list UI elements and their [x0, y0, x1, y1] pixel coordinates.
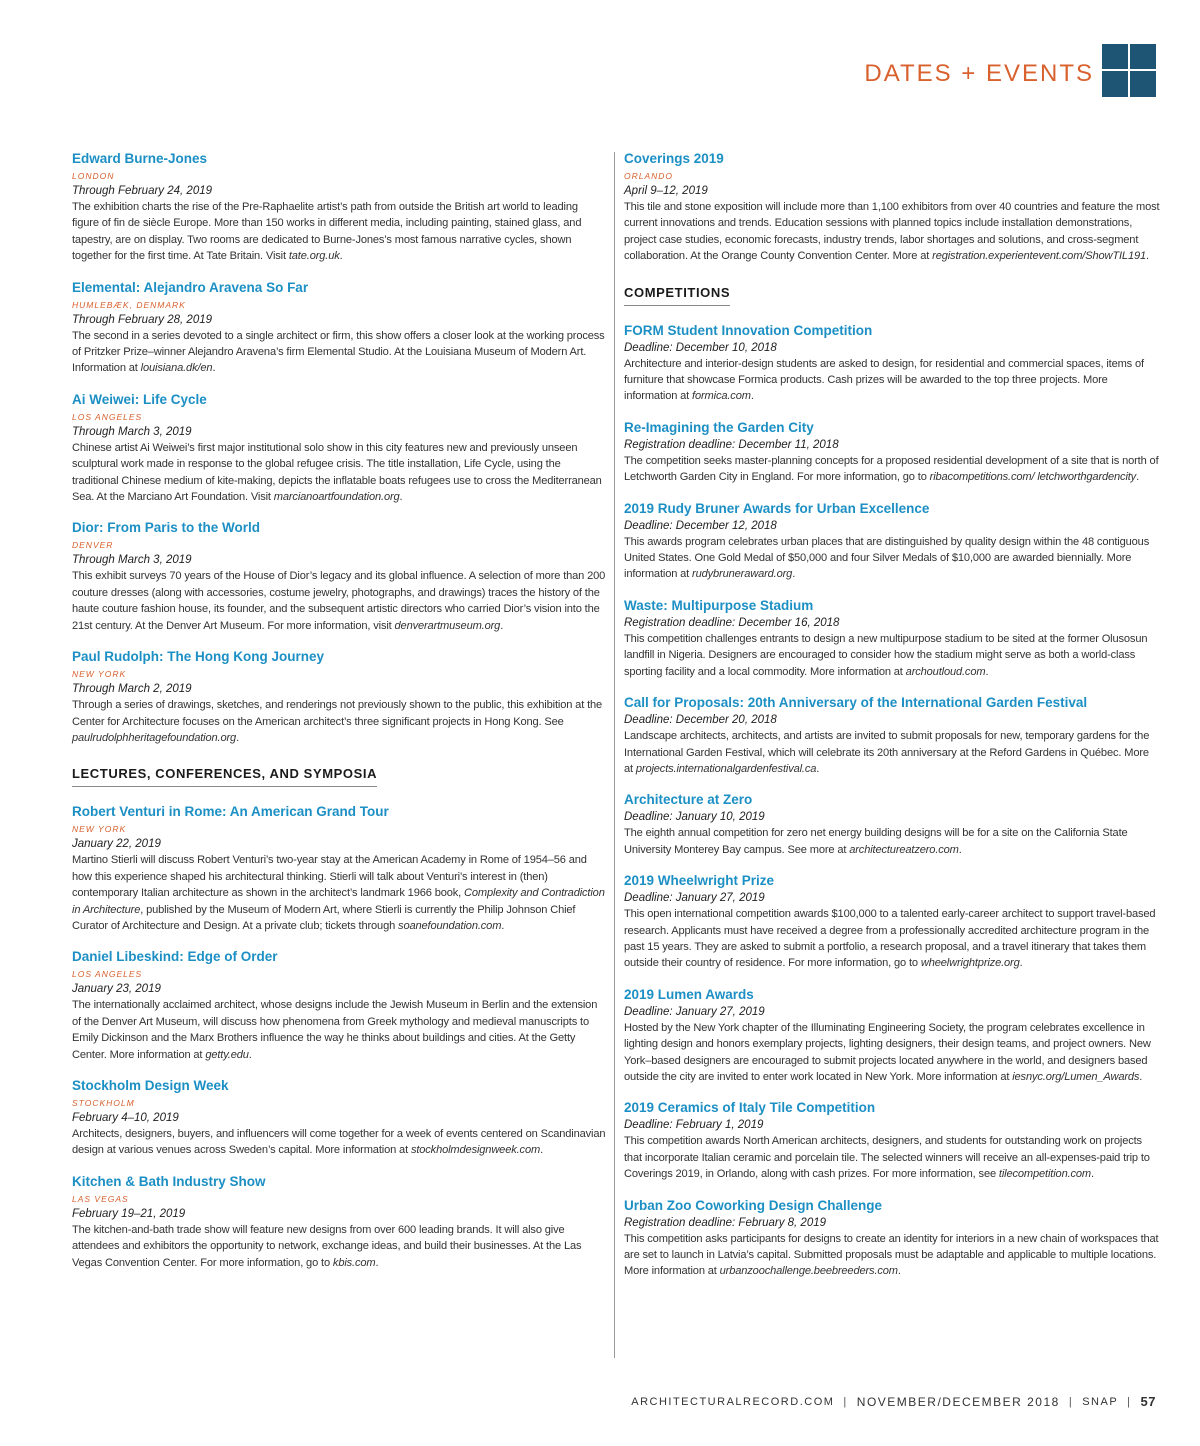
event-location: LAS VEGAS [72, 1193, 129, 1204]
description-text: Landscape architects, architects, and artists are invited to submit proposals for new, temporary gardens for the International Garden Festival, which will celebrate its 20th anniversary at the Reford Gardens in Québec. More at [624, 730, 1150, 775]
competition-deadline: Deadline: December 10, 2018 [624, 341, 777, 354]
event-entry [72, 1173, 607, 1271]
description-text: This awards program celebrates urban places that are distinguished by quality design within the 48 contiguous United States. One Gold Medal of $50,000 and four Silver Medals of $10,000 are awarded biennially. More information at [624, 535, 1150, 581]
description-end: . [501, 919, 505, 932]
competition-deadline: Deadline: February 1, 2019 [624, 1119, 764, 1132]
page-number: 57 [1140, 1394, 1156, 1409]
competition-title: Urban Zoo Coworking Design Challenge [624, 1197, 883, 1213]
competition-description [624, 825, 1160, 858]
competition-entry [624, 597, 1160, 680]
competition-description [624, 1231, 1160, 1280]
footer-separator: | [1068, 1395, 1074, 1408]
event-link[interactable]: getty.edu [205, 1048, 249, 1061]
description-text: Hosted by the New York chapter of the Illuminating Engineering Society, the program celebrates excellence in lighting design and honors exemplary projects, lighting designers, their design teams, and project owners. New York–based designers are encouraged to submit projects located anywhere in the world, and designers based outside the city are invited to enter work located in New York. More information at [624, 1021, 1151, 1083]
description-end: . [792, 568, 796, 581]
description-text: This competition awards North American architects, designers, and students for outstanding work on projects that incorporate Italian ceramic and porcelain tile. The selected winners will receive an all-expenses-paid trip to Coverings 2019, in Orlando, along with cash prizes. For more information, see [624, 1135, 1150, 1181]
competition-link[interactable]: tilecompetition.com [998, 1168, 1092, 1181]
event-date: Through February 24, 2019 [72, 185, 213, 197]
description-end: . [1019, 957, 1023, 970]
description-end: . [816, 762, 820, 775]
event-title: Dior: From Paris to the World [72, 520, 261, 536]
description-text: The kitchen-and-bath trade show will feature new designs from over 600 leading brands. It will also give attendees and exhibitors the opportunity to network, exchange ideas, and build their businesses. At the Las Vegas Convention Center. For more information, go to [72, 1223, 582, 1269]
description-end: . [750, 390, 754, 403]
competition-title: 2019 Ceramics of Italy Tile Competition [624, 1100, 876, 1116]
event-location: LOS ANGELES [72, 969, 143, 980]
competition-title: 2019 Lumen Awards [624, 986, 754, 1002]
event-description [72, 199, 607, 265]
event-link[interactable]: denverartmuseum.org [394, 619, 501, 632]
competition-title: Waste: Multipurpose Stadium [624, 597, 814, 613]
competition-link[interactable]: wheelwrightprize.org [920, 957, 1020, 970]
footer-site: ARCHITECTURALRECORD.COM [631, 1395, 835, 1408]
event-location: NEW YORK [72, 824, 127, 835]
description-end: . [1146, 250, 1149, 263]
event-entry [72, 948, 607, 1063]
event-title: Robert Venturi in Rome: An American Grand Tour [72, 804, 389, 820]
competition-description [624, 728, 1160, 777]
right-column [624, 150, 1160, 1294]
description-end: . [1091, 1168, 1094, 1181]
event-description [72, 1126, 607, 1159]
event-entry [72, 648, 607, 746]
competition-link[interactable]: iesnyc.org/Lumen_Awards [1012, 1070, 1140, 1083]
competitions-section-heading: COMPETITIONS [624, 285, 730, 306]
event-link[interactable]: paulrudolphheritagefoundation.org [72, 731, 237, 744]
competition-description [624, 631, 1160, 680]
event-date: January 22, 2019 [72, 838, 161, 851]
event-link[interactable]: soanefoundation.com [398, 919, 502, 932]
event-title: Daniel Libeskind: Edge of Order [72, 949, 278, 965]
event-entry [72, 1077, 607, 1159]
event-description [72, 697, 607, 746]
competition-title: 2019 Rudy Bruner Awards for Urban Excellence [624, 500, 930, 516]
description-text: This competition asks participants for designs to create an identity for interiors in a new chain of workspaces that are set to launch in Latvia’s capital. Submitted proposals must be adaptable and applicable to multiple locations. More information at [624, 1232, 1159, 1278]
page-header [864, 44, 1156, 97]
competition-title: FORM Student Innovation Competition [624, 322, 873, 338]
book-title: Complexity and Contradiction in Architecture [72, 887, 605, 916]
event-description [72, 568, 607, 634]
competition-description [624, 906, 1160, 972]
event-description [72, 328, 607, 377]
competition-title: Call for Proposals: 20th Anniversary of the International Garden Festival [624, 695, 1088, 711]
competition-link[interactable]: archoutloud.com [905, 665, 986, 678]
competition-entry [624, 791, 1160, 858]
event-description [72, 997, 607, 1063]
event-location: ORLANDO [624, 171, 674, 181]
description-text: The eighth annual competition for zero net energy building designs will be for a site on the California State University Monterey Bay campus. See more at [624, 827, 1128, 856]
footer-separator: | [1127, 1395, 1132, 1408]
competition-link[interactable]: urbanzoochallenge.beebreeders.com [719, 1265, 898, 1278]
event-title: Coverings 2019 [624, 151, 724, 166]
description-end: . [212, 362, 216, 375]
competition-deadline: Deadline: January 27, 2019 [624, 1005, 765, 1018]
event-description [624, 199, 1160, 265]
competition-link[interactable]: rudybruneraward.org [692, 568, 793, 581]
description-text: The internationally acclaimed architect, whose designs include the Jewish Museum in Berlin and the extension of the Denver Art Museum, will discuss how phenomena from Greek mythology and medieval manuscripts to Emily Dickinson and the Marx Brothers influence the way he thinks about buildings and cities. At the Getty Center. More information at [72, 999, 598, 1061]
description-text: The second in a series devoted to a single architect or firm, this show offers a closer look at the working process of Pritzker Prize–winner Alejandro Aravena’s firm Elemental Studio. At the Louisiana Museum of Modern Art. Information at [72, 329, 605, 375]
event-location: LOS ANGELES [72, 411, 143, 422]
competition-description [624, 453, 1160, 486]
section-title: DATES + EVENTS [864, 59, 1094, 87]
event-link[interactable]: registration.experientevent.com/ShowTIL191 [932, 250, 1147, 263]
left-column [72, 150, 607, 1285]
description-end: . [500, 619, 504, 632]
event-date: January 23, 2019 [72, 983, 161, 996]
event-entry [72, 803, 607, 934]
description-end: . [897, 1265, 901, 1278]
description-end: . [339, 250, 343, 263]
event-link[interactable]: kbis.com [332, 1256, 376, 1269]
event-description [72, 440, 607, 506]
event-date: Through February 28, 2019 [72, 313, 213, 326]
competition-entry [624, 419, 1160, 486]
description-text: This exhibit surveys 70 years of the House of Dior’s legacy and its global influence. A selection of more than 200 couture dresses (along with accessories, costume jewelry, photographs, and drawings) traces the history of the haute couture fashion house, its founder, and the subsequent artistic directors who carried Dior’s vision into the 21st century. At the Denver Art Museum. For more information, visit [72, 570, 606, 632]
description-text: The exhibition charts the rise of the Pre-Raphaelite artist’s path from outside the British art world to leading figure of fin de siècle Europe. More than 150 works in different media, including painting, stained glass, and tapestry, are on display. Two rooms are dedicated to Burne-Jones’s most famous narrative cycles, shown together for the first time. At Tate Britain. Visit [72, 201, 582, 263]
event-location: DENVER [72, 540, 114, 551]
event-title: Ai Weiwei: Life Cycle [72, 391, 207, 407]
event-link[interactable]: tate.org.uk [288, 250, 340, 263]
event-location: LONDON [72, 171, 115, 181]
competition-entry [624, 872, 1160, 972]
event-title: Kitchen & Bath Industry Show [72, 1173, 266, 1189]
competition-entry [624, 500, 1160, 583]
competition-deadline: Deadline: January 27, 2019 [624, 892, 765, 905]
description-end: . [1139, 1070, 1143, 1083]
description-text: Martino Stierli will discuss Robert Venturi’s two-year stay at the American Academy in Rome of 1954–56 and how this experience shaped his architectural thinking. Stierli will talk about Venturi’s interest in (then) contemporary Italian architecture as shown in the architect’s landmark 1966 book, [72, 854, 587, 900]
competition-link[interactable]: architectureatzero.com [849, 843, 959, 856]
competition-deadline: Registration deadline: February 8, 2019 [624, 1216, 827, 1229]
event-location: NEW YORK [72, 669, 127, 680]
footer-issue: NOVEMBER/DECEMBER 2018 [856, 1394, 1060, 1409]
event-description [72, 852, 607, 934]
description-text: This open international competition awards $100,000 to a talented early-career architect to support travel-based research. Applicants must have received a degree from a professionally accredited architecture program in the past 15 years. They are asked to submit a portfolio, a research proposal, and a travel itinerary that takes them outside their country of residence. For more information, go to [624, 908, 1156, 970]
description-end: . [958, 843, 962, 856]
event-date: February 4–10, 2019 [72, 1111, 179, 1124]
description-end: . [236, 731, 239, 744]
event-date: April 9–12, 2019 [624, 185, 708, 197]
event-link[interactable]: louisiana.dk/en [140, 362, 213, 375]
description-text: , published by the Museum of Modern Art, where Stierli is currently the Philip Johnson Chief Curator of Architecture and Design. At a private club; tickets through [72, 903, 576, 932]
description-text: The competition seeks master-planning concepts for a proposed residential development of a site that is north of Letchworth Garden City in England. For more information, go to [624, 454, 1159, 484]
description-end: . [985, 665, 989, 678]
event-link[interactable]: marcianoartfoundation.org [273, 491, 400, 504]
competition-link[interactable]: ribacompetitions.com/ letchworthgardencity [929, 471, 1137, 484]
description-text: This competition challenges entrants to design a new multipurpose stadium to be sited at the former Olusosun landfill in Nigeria. Designers are encouraged to consider how the stadium might serve as both a world-class sporting facility and a local commodity. More information at [624, 632, 1148, 678]
competition-deadline: Deadline: January 10, 2019 [624, 811, 765, 824]
event-entry [72, 279, 607, 377]
event-location: STOCKHOLM [72, 1097, 135, 1108]
competition-deadline: Deadline: December 12, 2018 [624, 519, 777, 532]
description-text: This tile and stone exposition will include more than 1,100 exhibitors from over 40 countries and feature the most current innovations and trends. Education sessions with planned topics include installation demonstrations, project case studies, economic forecasts, industry trends, labor shortages and solutions, and cross-segment collaboration. At the Orange County Convention Center. More at [624, 201, 1160, 263]
competition-title: Re-Imagining the Garden City [624, 419, 814, 435]
event-entry [72, 150, 607, 265]
competition-title: Architecture at Zero [624, 792, 753, 808]
competition-entry [624, 986, 1160, 1086]
event-link[interactable]: stockholmdesignweek.com [410, 1144, 541, 1157]
event-title: Elemental: Alejandro Aravena So Far [72, 279, 309, 295]
competition-title: 2019 Wheelwright Prize [624, 873, 775, 889]
description-end: . [399, 491, 403, 504]
event-title: Stockholm Design Week [72, 1077, 229, 1093]
description-end: . [375, 1256, 379, 1269]
competition-entry [624, 1099, 1160, 1182]
competition-link[interactable]: projects.internationalgardenfestival.ca [635, 762, 817, 775]
competition-description [624, 1133, 1160, 1182]
event-date: February 19–21, 2019 [72, 1207, 186, 1220]
description-text: Through a series of drawings, sketches, and renderings not previously shown to the public, this exhibition at the Center for Architecture focuses on the American architect’s three significant projects in Hong Kong. See [72, 699, 603, 728]
page-footer [631, 1394, 1156, 1409]
competition-description [624, 356, 1160, 405]
description-end: . [540, 1144, 543, 1157]
competition-description [624, 534, 1160, 583]
competition-entry [624, 1197, 1160, 1280]
event-title: Edward Burne-Jones [72, 151, 208, 166]
event-entry [72, 519, 607, 634]
competition-deadline: Registration deadline: December 16, 2018 [624, 616, 840, 629]
competition-link[interactable]: formica.com [692, 390, 751, 403]
event-date: Through March 3, 2019 [72, 425, 192, 438]
event-title: Paul Rudolph: The Hong Kong Journey [72, 649, 324, 665]
event-date: Through March 3, 2019 [72, 554, 192, 567]
description-end: . [248, 1048, 252, 1061]
competition-deadline: Registration deadline: December 11, 2018 [624, 438, 839, 451]
competition-deadline: Deadline: December 20, 2018 [624, 714, 777, 727]
event-date: Through March 2, 2019 [72, 683, 192, 696]
description-text: Chinese artist Ai Weiwei’s first major institutional solo show in this city features new and previously unseen sculptural work made in response to the global refugee crisis. The title installation, Life Cycle, using the traditional Chinese medium of kite-making, depicts the inflatable boats refugees use to cross the Mediterranean Sea. At the Marciano Art Foundation. Visit [72, 441, 602, 504]
event-description [72, 1222, 607, 1271]
competition-entry [624, 322, 1160, 405]
grid-logo-icon [1102, 44, 1156, 97]
footer-separator: | [843, 1395, 848, 1408]
description-end: . [1136, 471, 1140, 484]
event-entry [624, 150, 1160, 265]
footer-section: SNAP [1082, 1395, 1119, 1408]
event-entry [72, 391, 607, 506]
column-divider [614, 152, 615, 1358]
event-location: HUMLEBÆK, DENMARK [72, 299, 186, 310]
competition-description [624, 1020, 1160, 1086]
description-text: Architects, designers, buyers, and influencers will come together for a week of events centered on Scandinavian design at various venues across Sweden’s capital. More information at [72, 1127, 606, 1157]
competition-entry [624, 694, 1160, 777]
lectures-section-heading: LECTURES, CONFERENCES, AND SYMPOSIA [72, 766, 377, 787]
description-text: Architecture and interior-design students are asked to design, for residential and commercial spaces, items of furniture that showcase Formica products. Cash prizes will be awarded to the top three projects. More information at [624, 357, 1144, 403]
